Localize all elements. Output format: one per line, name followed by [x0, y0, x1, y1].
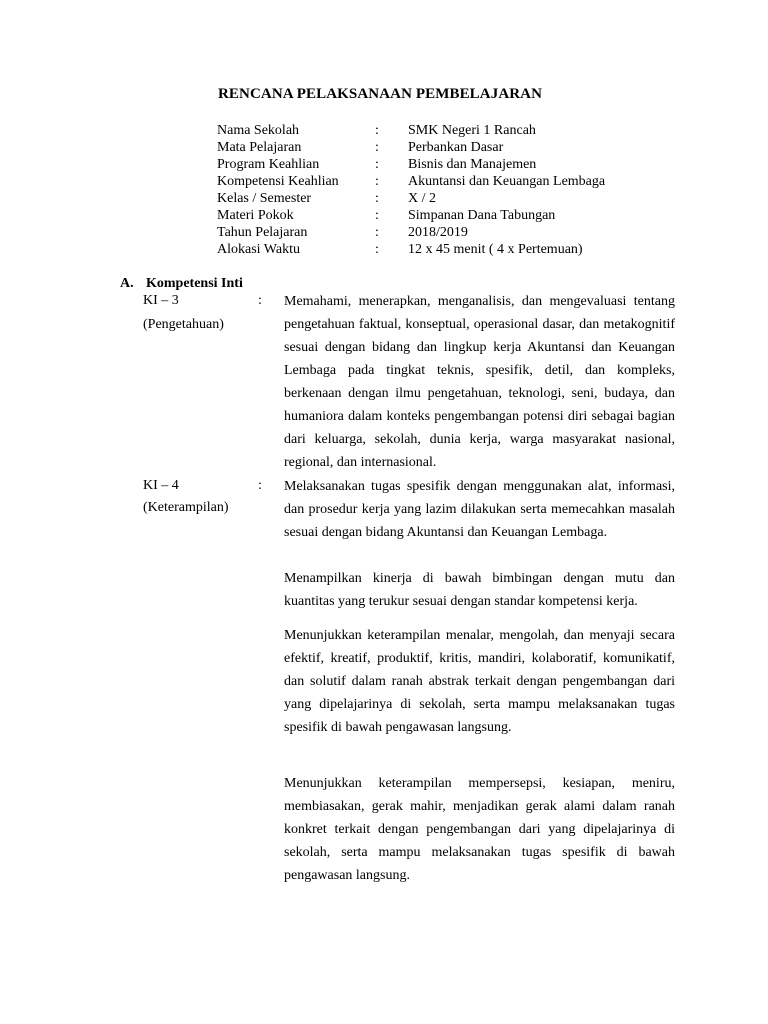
identity-separator: : [375, 123, 379, 138]
identity-label: Tahun Pelajaran [217, 225, 308, 240]
document-title: RENCANA PELAKSANAAN PEMBELAJARAN [218, 86, 543, 102]
ki4-paragraph: Menunjukkan keterampilan mempersepsi, kesiapan, meniru, membiasakan, gerak mahir, menjadikan gerak alami dalam ranah konkret terkait dengan pengembangan dari yang dipelajarinya di sekolah, serta mampu melaksanakan tugas spesifik di bawah pengawasan langsung. [284, 776, 675, 883]
identity-value: Perbankan Dasar [408, 140, 504, 155]
section-title: Kompetensi Inti [146, 276, 243, 291]
ki4-paragraph: Menunjukkan keterampilan menalar, mengolah, dan menyaji secara efektif, kreatif, produktif, kritis, mandiri, kolaboratif, komunikatif, dan solutif dalam ranah abstrak terkait dengan pengembangan dari yang dipelajarinya di sekolah, serta mampu melaksanakan tugas spesifik di bawah pengawasan langsung. [284, 628, 675, 735]
identity-value: X / 2 [408, 191, 436, 206]
ki4-paragraph: Melaksanakan tugas spesifik dengan menggunakan alat, informasi, dan prosedur kerja yang lazim dilakukan serta memecahkan masalah sesuai dengan bidang Akuntansi dan Keuangan Lembaga. [284, 479, 675, 540]
identity-separator: : [375, 242, 379, 257]
identity-label: Mata Pelajaran [217, 140, 302, 155]
identity-label: Kelas / Semester [217, 191, 312, 206]
identity-label: Nama Sekolah [217, 123, 300, 138]
identity-label: Alokasi Waktu [217, 242, 300, 257]
ki3-description: Memahami, menerapkan, menganalisis, dan mengevaluasi tentang pengetahuan faktual, konseptual, operasional dasar, dan metakognitif sesuai dengan bidang dan lingkup kerja Akuntansi dan Keuangan Lembaga pada tingkat teknis, spesifik, detil, dan kompleks, berkenaan dengan ilmu pengetahuan, teknologi, seni, budaya, dan humaniora dalam konteks pengembangan potensi diri sebagai bagian dari keluarga, sekolah, dunia kerja, warga masyarakat nasional, regional, dan internasional. [284, 294, 675, 470]
identity-label: Program Keahlian [217, 157, 320, 172]
identity-value: Simpanan Dana Tabungan [408, 208, 556, 223]
section-letter: A. [120, 276, 134, 291]
identity-value: Akuntansi dan Keuangan Lembaga [408, 174, 606, 189]
identity-label: Kompetensi Keahlian [217, 174, 339, 189]
identity-value: SMK Negeri 1 Rancah [408, 123, 536, 138]
ki4-category: (Keterampilan) [143, 500, 229, 515]
identity-separator: : [375, 140, 379, 155]
ki4-paragraph: Menampilkan kinerja di bawah bimbingan dengan mutu dan kuantitas yang terukur sesuai dengan standar kompetensi kerja. [284, 571, 675, 609]
identity-separator: : [375, 174, 379, 189]
identity-label: Materi Pokok [217, 208, 294, 223]
ki3-code: KI – 3 [143, 293, 179, 308]
ki3-category: (Pengetahuan) [143, 317, 224, 332]
ki4-code: KI – 4 [143, 478, 179, 493]
identity-separator: : [375, 191, 379, 206]
identity-separator: : [375, 208, 379, 223]
ki3-separator: : [258, 293, 262, 308]
section-a-heading [120, 276, 243, 292]
identity-value: 12 x 45 menit ( 4 x Pertemuan) [408, 242, 583, 257]
identity-separator: : [375, 225, 379, 240]
ki4-separator: : [258, 478, 262, 493]
identity-value: 2018/2019 [408, 225, 468, 240]
identity-value: Bisnis dan Manajemen [408, 157, 537, 172]
identity-separator: : [375, 157, 379, 172]
